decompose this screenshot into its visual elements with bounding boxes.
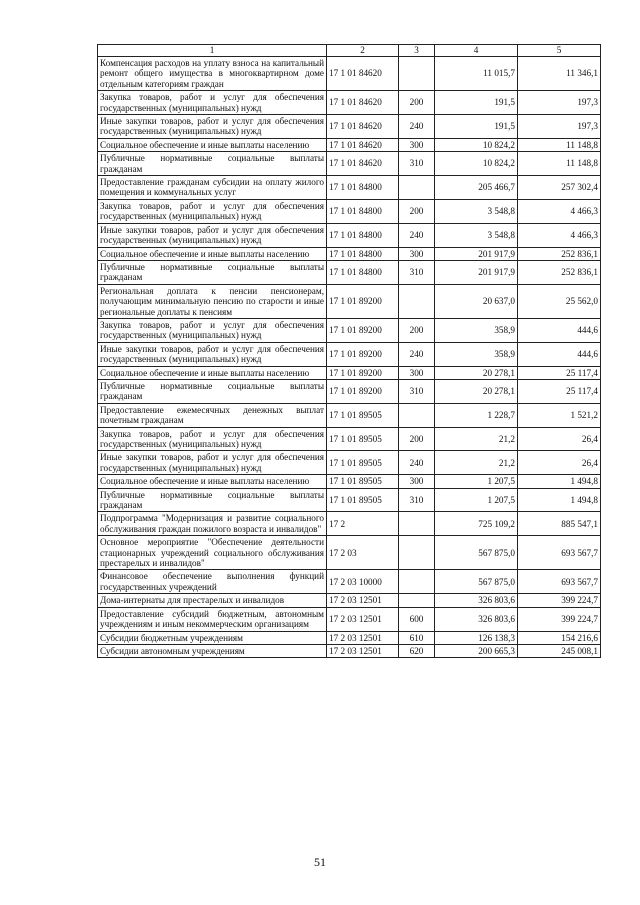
- row-vr-cell: 610: [399, 631, 435, 644]
- row-value-2025-cell: 191,5: [435, 115, 518, 139]
- row-value-2026-cell: 252 836,1: [518, 260, 601, 284]
- row-vr-cell: 200: [399, 318, 435, 342]
- row-name-cell: Иные закупки товаров, работ и услуг для обеспечения государственных (муниципальных) нужд: [98, 223, 327, 247]
- row-value-2025-cell: 326 803,6: [435, 594, 518, 607]
- row-value-2026-cell: 1 494,8: [518, 475, 601, 488]
- row-value-2025-cell: 567 875,0: [435, 536, 518, 570]
- table-row: [98, 488, 601, 512]
- table-row: [98, 427, 601, 451]
- row-value-2025-cell: 358,9: [435, 342, 518, 366]
- row-name-cell: Подпрограмма "Модернизация и развитие социального обслуживания граждан пожилого возраста и инвалидов": [98, 512, 327, 536]
- row-name-cell: Иные закупки товаров, работ и услуг для обеспечения государственных (муниципальных) нужд: [98, 451, 327, 475]
- row-value-2026-cell: 26,4: [518, 427, 601, 451]
- row-value-2025-cell: 201 917,9: [435, 260, 518, 284]
- row-code-cell: 17 1 01 84620: [327, 115, 399, 139]
- row-value-2026-cell: 245 008,1: [518, 644, 601, 657]
- table-row: [98, 284, 601, 318]
- row-code-cell: 17 2 03 12501: [327, 631, 399, 644]
- row-value-2025-cell: 126 138,3: [435, 631, 518, 644]
- row-value-2025-cell: 20 278,1: [435, 379, 518, 403]
- table-row: [98, 644, 601, 657]
- row-code-cell: 17 2 03: [327, 536, 399, 570]
- row-value-2026-cell: 1 521,2: [518, 403, 601, 427]
- row-vr-cell: 620: [399, 644, 435, 657]
- row-code-cell: 17 1 01 84800: [327, 260, 399, 284]
- row-value-2026-cell: 26,4: [518, 451, 601, 475]
- table-row: [98, 536, 601, 570]
- row-code-cell: 17 1 01 89505: [327, 488, 399, 512]
- row-name-cell: Иные закупки товаров, работ и услуг для обеспечения государственных (муниципальных) нужд: [98, 115, 327, 139]
- row-code-cell: 17 1 01 89200: [327, 366, 399, 379]
- row-value-2025-cell: 20 278,1: [435, 366, 518, 379]
- row-code-cell: 17 1 01 89200: [327, 379, 399, 403]
- table-row: [98, 512, 601, 536]
- row-name-cell: Иные закупки товаров, работ и услуг для обеспечения государственных (муниципальных) нужд: [98, 342, 327, 366]
- row-vr-cell: 300: [399, 366, 435, 379]
- row-code-cell: 17 1 01 89200: [327, 342, 399, 366]
- row-value-2026-cell: 11 148,8: [518, 152, 601, 176]
- row-vr-cell: 600: [399, 607, 435, 631]
- row-value-2026-cell: 197,3: [518, 115, 601, 139]
- row-value-2026-cell: 25 117,4: [518, 379, 601, 403]
- row-code-cell: 17 1 01 84800: [327, 199, 399, 223]
- row-value-2025-cell: 358,9: [435, 318, 518, 342]
- row-code-cell: 17 1 01 89505: [327, 475, 399, 488]
- table-row: [98, 247, 601, 260]
- row-name-cell: Субсидии автономным учреждениям: [98, 644, 327, 657]
- row-code-cell: 17 1 01 84800: [327, 247, 399, 260]
- row-value-2026-cell: 25 117,4: [518, 366, 601, 379]
- row-name-cell: Предоставление гражданам субсидии на оплату жилого помещения и коммунальных услуг: [98, 176, 327, 200]
- row-name-cell: Основное мероприятие "Обеспечение деятельности стационарных учреждений социального обслуживания престарелых и инвалидов": [98, 536, 327, 570]
- row-code-cell: 17 2 03 12501: [327, 644, 399, 657]
- row-code-cell: 17 2 03 12501: [327, 607, 399, 631]
- row-value-2025-cell: 21,2: [435, 451, 518, 475]
- row-value-2026-cell: 399 224,7: [518, 594, 601, 607]
- row-name-cell: Публичные нормативные социальные выплаты гражданам: [98, 152, 327, 176]
- row-name-cell: Закупка товаров, работ и услуг для обеспечения государственных (муниципальных) нужд: [98, 427, 327, 451]
- table-row: [98, 594, 601, 607]
- table-row: [98, 91, 601, 115]
- row-code-cell: 17 2: [327, 512, 399, 536]
- row-name-cell: Предоставление ежемесячных денежных выплат почетным гражданам: [98, 403, 327, 427]
- row-code-cell: 17 1 01 89200: [327, 284, 399, 318]
- row-name-cell: Социальное обеспечение и иные выплаты населению: [98, 475, 327, 488]
- row-value-2026-cell: 197,3: [518, 91, 601, 115]
- row-vr-cell: 310: [399, 152, 435, 176]
- col-header-1: 1: [98, 45, 327, 57]
- row-value-2025-cell: 1 207,5: [435, 475, 518, 488]
- row-vr-cell: 310: [399, 488, 435, 512]
- table-row: [98, 115, 601, 139]
- table-row: [98, 223, 601, 247]
- table-row: [98, 451, 601, 475]
- row-vr-cell: [399, 594, 435, 607]
- budget-table: [97, 44, 601, 658]
- row-vr-cell: [399, 536, 435, 570]
- col-header-4: 4: [435, 45, 518, 57]
- row-name-cell: Субсидии бюджетным учреждениям: [98, 631, 327, 644]
- row-name-cell: Предоставление субсидий бюджетным, автономным учреждениям и иным некоммерческим организациям: [98, 607, 327, 631]
- row-value-2026-cell: 11 346,1: [518, 57, 601, 91]
- row-vr-cell: [399, 176, 435, 200]
- row-name-cell: Финансовое обеспечение выполнения функций государственных учреждений: [98, 570, 327, 594]
- row-value-2025-cell: 21,2: [435, 427, 518, 451]
- table-row: [98, 475, 601, 488]
- table-row: [98, 366, 601, 379]
- page-number: 51: [314, 855, 326, 869]
- row-vr-cell: 240: [399, 223, 435, 247]
- row-name-cell: Социальное обеспечение и иные выплаты населению: [98, 366, 327, 379]
- row-value-2026-cell: 154 216,6: [518, 631, 601, 644]
- row-code-cell: 17 2 03 10000: [327, 570, 399, 594]
- row-vr-cell: 200: [399, 199, 435, 223]
- row-value-2025-cell: 3 548,8: [435, 199, 518, 223]
- row-vr-cell: 240: [399, 342, 435, 366]
- table-row: [98, 379, 601, 403]
- row-value-2026-cell: 1 494,8: [518, 488, 601, 512]
- row-code-cell: 17 1 01 84800: [327, 176, 399, 200]
- row-vr-cell: 240: [399, 451, 435, 475]
- row-value-2026-cell: 399 224,7: [518, 607, 601, 631]
- col-header-5: 5: [518, 45, 601, 57]
- row-value-2026-cell: 257 302,4: [518, 176, 601, 200]
- header-row: [98, 45, 601, 57]
- row-name-cell: Закупка товаров, работ и услуг для обеспечения государственных (муниципальных) нужд: [98, 91, 327, 115]
- row-name-cell: Публичные нормативные социальные выплаты гражданам: [98, 379, 327, 403]
- row-value-2025-cell: 326 803,6: [435, 607, 518, 631]
- row-value-2025-cell: 567 875,0: [435, 570, 518, 594]
- row-name-cell: Закупка товаров, работ и услуг для обеспечения государственных (муниципальных) нужд: [98, 318, 327, 342]
- row-name-cell: Публичные нормативные социальные выплаты гражданам: [98, 488, 327, 512]
- table-row: [98, 152, 601, 176]
- row-vr-cell: 240: [399, 115, 435, 139]
- row-vr-cell: 310: [399, 379, 435, 403]
- table-row: [98, 57, 601, 91]
- row-name-cell: Региональная доплата к пенсии пенсионерам, получающим минимальную пенсию по старости и иные региональные доплаты к пенсиям: [98, 284, 327, 318]
- table-row: [98, 260, 601, 284]
- row-code-cell: 17 1 01 89505: [327, 403, 399, 427]
- row-value-2025-cell: 725 109,2: [435, 512, 518, 536]
- row-vr-cell: 300: [399, 247, 435, 260]
- row-value-2025-cell: 10 824,2: [435, 138, 518, 151]
- row-value-2025-cell: 3 548,8: [435, 223, 518, 247]
- table-row: [98, 138, 601, 151]
- row-vr-cell: 310: [399, 260, 435, 284]
- row-name-cell: Социальное обеспечение и иные выплаты населению: [98, 138, 327, 151]
- table-row: [98, 607, 601, 631]
- row-vr-cell: [399, 284, 435, 318]
- table-row: [98, 570, 601, 594]
- table-row: [98, 342, 601, 366]
- row-vr-cell: [399, 570, 435, 594]
- row-value-2026-cell: 4 466,3: [518, 199, 601, 223]
- row-value-2026-cell: 444,6: [518, 342, 601, 366]
- row-value-2025-cell: 10 824,2: [435, 152, 518, 176]
- row-code-cell: 17 1 01 84620: [327, 57, 399, 91]
- row-value-2025-cell: 205 466,7: [435, 176, 518, 200]
- row-vr-cell: 200: [399, 427, 435, 451]
- row-name-cell: Социальное обеспечение и иные выплаты населению: [98, 247, 327, 260]
- row-value-2025-cell: 20 637,0: [435, 284, 518, 318]
- col-header-3: 3: [399, 45, 435, 57]
- row-value-2026-cell: 4 466,3: [518, 223, 601, 247]
- row-vr-cell: [399, 512, 435, 536]
- table-row: [98, 403, 601, 427]
- row-code-cell: 17 1 01 89200: [327, 318, 399, 342]
- row-value-2026-cell: 11 148,8: [518, 138, 601, 151]
- row-name-cell: Публичные нормативные социальные выплаты гражданам: [98, 260, 327, 284]
- table-row: [98, 318, 601, 342]
- row-code-cell: 17 2 03 12501: [327, 594, 399, 607]
- row-value-2026-cell: 252 836,1: [518, 247, 601, 260]
- row-name-cell: Дома-интернаты для престарелых и инвалидов: [98, 594, 327, 607]
- row-value-2025-cell: 1 228,7: [435, 403, 518, 427]
- row-code-cell: 17 1 01 84620: [327, 91, 399, 115]
- col-header-2: 2: [327, 45, 399, 57]
- row-value-2026-cell: 693 567,7: [518, 536, 601, 570]
- table-row: [98, 631, 601, 644]
- row-value-2025-cell: 191,5: [435, 91, 518, 115]
- row-vr-cell: 300: [399, 138, 435, 151]
- row-code-cell: 17 1 01 84800: [327, 223, 399, 247]
- row-vr-cell: 200: [399, 91, 435, 115]
- row-value-2025-cell: 200 665,3: [435, 644, 518, 657]
- table-body: [98, 57, 601, 658]
- table-row: [98, 176, 601, 200]
- row-value-2026-cell: 693 567,7: [518, 570, 601, 594]
- row-code-cell: 17 1 01 89505: [327, 451, 399, 475]
- row-vr-cell: [399, 57, 435, 91]
- row-value-2025-cell: 1 207,5: [435, 488, 518, 512]
- row-code-cell: 17 1 01 84620: [327, 138, 399, 151]
- row-value-2026-cell: 25 562,0: [518, 284, 601, 318]
- row-value-2025-cell: 11 015,7: [435, 57, 518, 91]
- row-value-2025-cell: 201 917,9: [435, 247, 518, 260]
- row-value-2026-cell: 444,6: [518, 318, 601, 342]
- row-vr-cell: 300: [399, 475, 435, 488]
- row-code-cell: 17 1 01 89505: [327, 427, 399, 451]
- row-vr-cell: [399, 403, 435, 427]
- row-name-cell: Закупка товаров, работ и услуг для обеспечения государственных (муниципальных) нужд: [98, 199, 327, 223]
- row-name-cell: Компенсация расходов на уплату взноса на капитальный ремонт общего имущества в многоквартирном доме отдельным категориям граждан: [98, 57, 327, 91]
- row-code-cell: 17 1 01 84620: [327, 152, 399, 176]
- row-value-2026-cell: 885 547,1: [518, 512, 601, 536]
- table-row: [98, 199, 601, 223]
